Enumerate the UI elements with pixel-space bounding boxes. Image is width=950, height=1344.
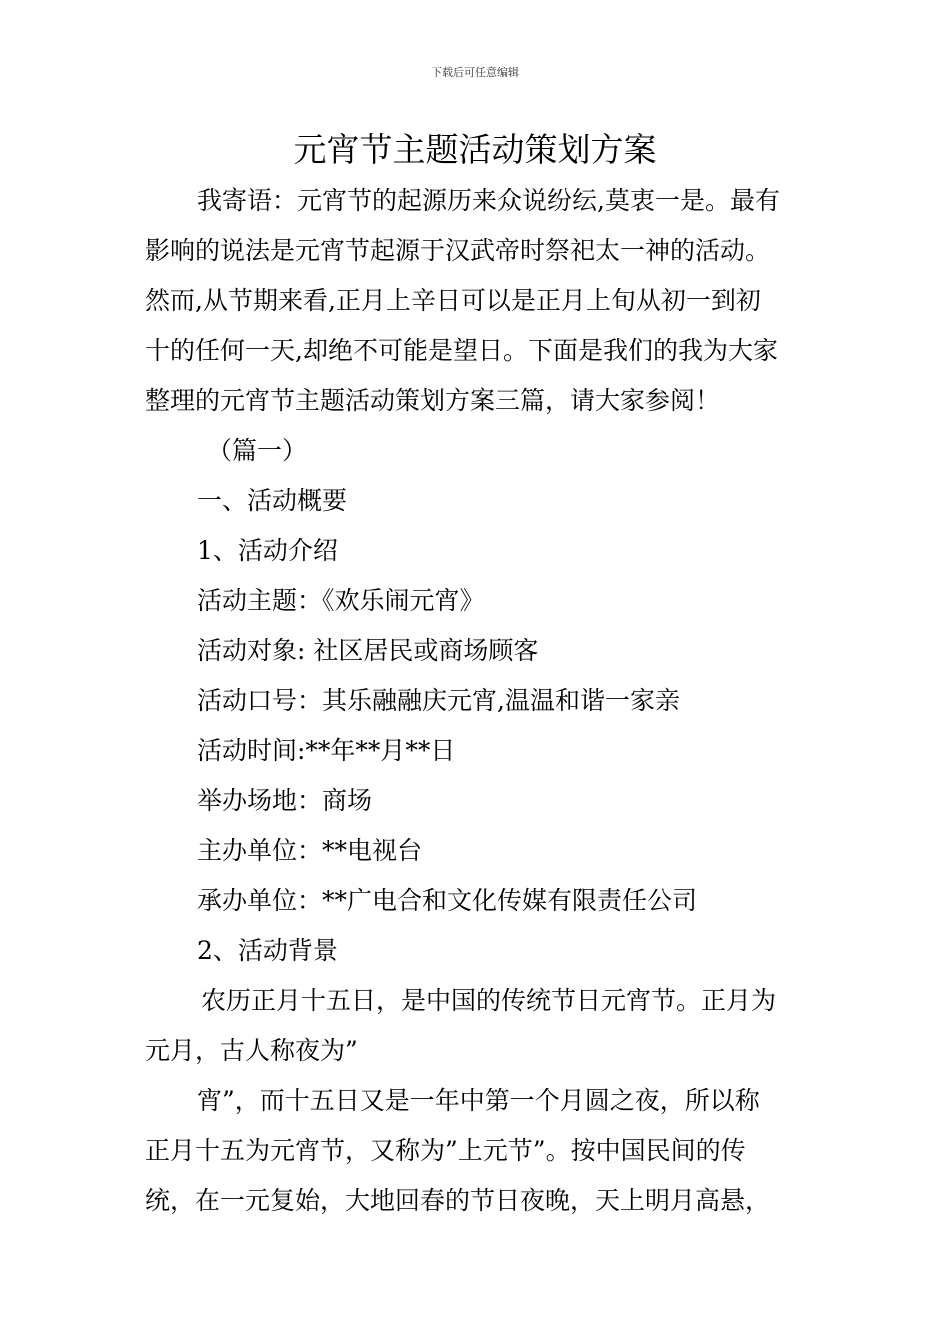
body-line: 元月，古人称夜为” — [145, 1036, 358, 1065]
info-line: 举办场地：商场 — [197, 786, 373, 815]
body-line: 整理的元宵节主题活动策划方案三篇，请大家参阅！ — [145, 386, 721, 415]
body-line: 然而,从节期来看,正月上辛日可以是正月上旬从初一到初 — [145, 286, 761, 315]
info-line: 活动口号：其乐融融庆元宵,温温和谐一家亲 — [197, 686, 680, 715]
body-line: 我寄语：元宵节的起源历来众说纷纭,莫衷一是。最有 — [197, 186, 780, 215]
document-title: 元宵节主题活动策划方案 — [293, 130, 657, 169]
body-line: 正月十五为元宵节，又称为”上元节”。按中国民间的传 — [145, 1136, 746, 1165]
info-line: 承办单位：**广电合和文化传媒有限责任公司 — [197, 886, 698, 915]
section-label: （篇一） — [207, 436, 308, 465]
subsection-heading: 1、活动介绍 — [197, 536, 338, 565]
subsection-heading: 2、活动背景 — [197, 936, 338, 965]
document-body — [145, 176, 810, 1226]
body-line: 宵”，而十五日又是一年中第一个月圆之夜，所以称 — [197, 1086, 760, 1115]
body-line: 十的任何一天,却绝不可能是望日。下面是我们的我为大家 — [145, 336, 778, 365]
body-line: 影响的说法是元宵节起源于汉武帝时祭祀太一神的活动。 — [145, 236, 771, 265]
info-line: 活动时间:**年**月**日 — [197, 736, 456, 765]
section-heading: 一、活动概要 — [197, 486, 348, 515]
info-line: 活动对象: 社区居民或商场顾客 — [197, 636, 539, 665]
info-line: 活动主题：《欢乐闹元宵》 — [197, 586, 485, 615]
page-header: 下载后可任意编辑 — [431, 66, 519, 79]
body-line: 统，在一元复始，大地回春的节日夜晚，天上明月高悬， — [145, 1186, 771, 1215]
body-line: 农历正月十五日，是中国的传统节日元宵节。正月为 — [201, 986, 777, 1015]
info-line: 主办单位：**电视台 — [197, 836, 423, 865]
